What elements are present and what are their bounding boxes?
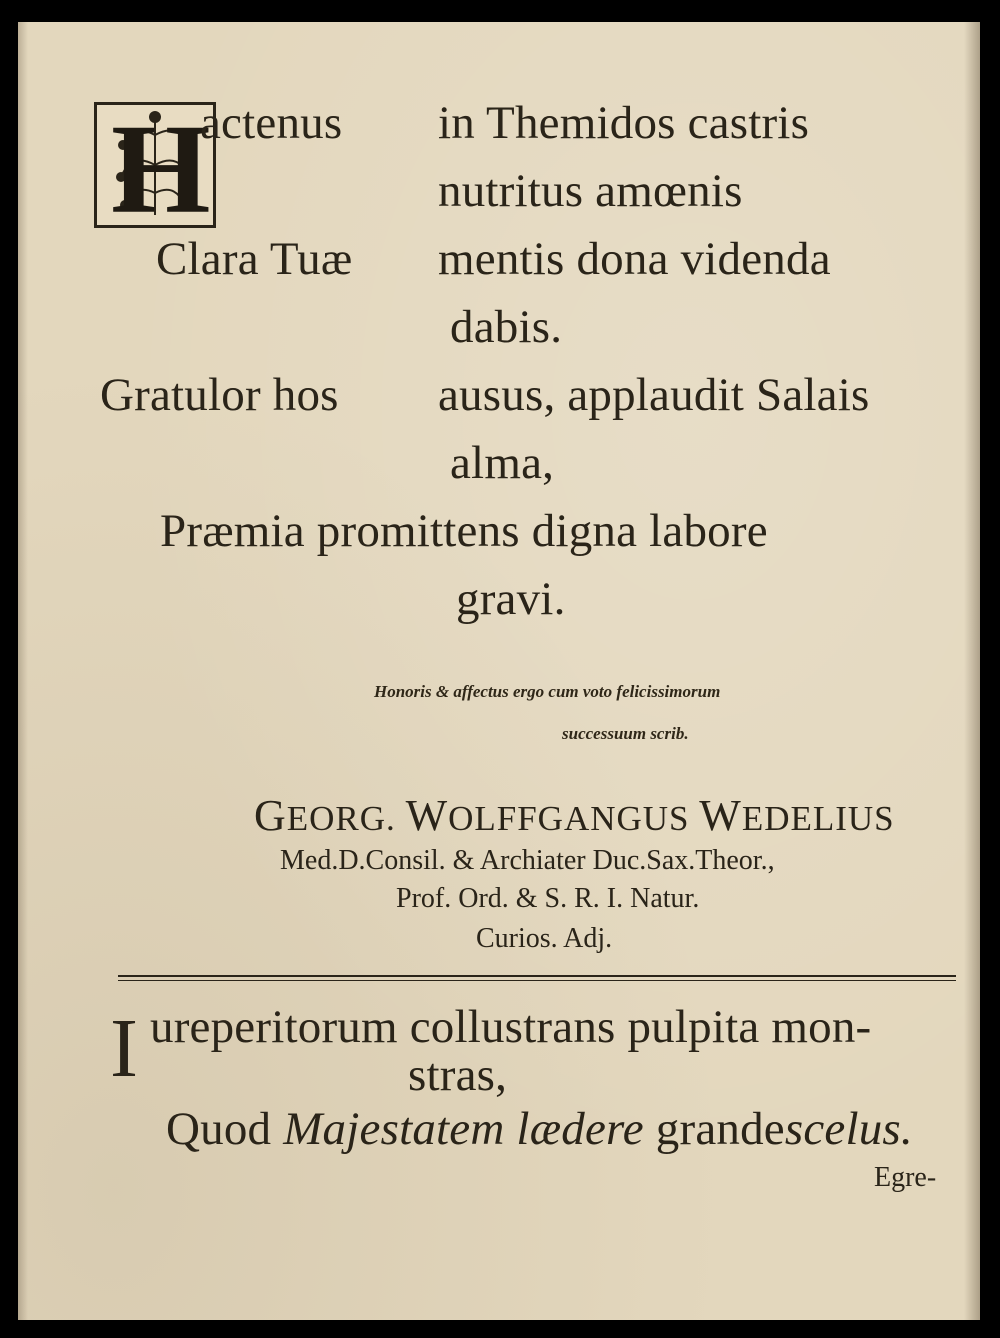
divider-rule-bottom bbox=[118, 980, 956, 981]
poem2-line3d: scelus. bbox=[784, 1103, 913, 1155]
divider-rule-top bbox=[118, 975, 956, 977]
poem1-line4: dabis. bbox=[450, 301, 563, 353]
author-name-g: G bbox=[254, 791, 287, 840]
dedication-line1: Honoris & affectus ergo cum voto felicissimorum bbox=[374, 682, 721, 701]
initial-letter-h: H bbox=[111, 98, 211, 240]
author-name-w2: W bbox=[699, 791, 742, 840]
poem1-line3b: mentis dona videnda bbox=[438, 233, 831, 285]
poem2-line3c: grande bbox=[655, 1103, 785, 1155]
author-name-olffgangus: OLFFGANGUS bbox=[448, 799, 690, 838]
poem2-line3b: Majestatem lædere bbox=[283, 1103, 644, 1155]
catchword: Egre- bbox=[874, 1162, 937, 1193]
poem1-line2: nutritus amœnis bbox=[438, 165, 743, 217]
decorated-initial bbox=[94, 98, 216, 240]
author-name-eorg: EORG. bbox=[286, 799, 396, 838]
poem1-line7: Præmia promittens digna labore bbox=[160, 505, 768, 557]
page-shadow-left bbox=[18, 22, 28, 1320]
poem1-line6: alma, bbox=[450, 437, 555, 489]
poem1-line1a: actenus bbox=[200, 97, 343, 149]
dedication-line2: successuum scrib. bbox=[562, 724, 689, 743]
poem1-line3a: Clara Tuæ bbox=[156, 233, 353, 285]
poem2-line3a: Quod bbox=[166, 1103, 272, 1155]
poem1-line1b: in Themidos castris bbox=[438, 97, 810, 149]
author-title3: Curios. Adj. bbox=[476, 923, 613, 954]
poem1-line5b: ausus, applaudit Salais bbox=[438, 369, 870, 421]
book-page bbox=[18, 22, 980, 1320]
page-shadow-right bbox=[964, 22, 980, 1320]
author-title1: Med.D.Consil. & Archiater Duc.Sax.Theor., bbox=[280, 845, 775, 876]
author-name bbox=[254, 790, 895, 841]
poem1-line8: gravi. bbox=[456, 573, 566, 625]
poem2-line1: ureperitorum collustrans pulpita mon- bbox=[150, 1001, 872, 1053]
initial-letter-i: I bbox=[110, 1002, 138, 1095]
poem2-line3 bbox=[166, 1103, 913, 1155]
poem2-line2: stras, bbox=[408, 1049, 508, 1101]
author-title2: Prof. Ord. & S. R. I. Natur. bbox=[396, 883, 700, 914]
poem1-line5a: Gratulor hos bbox=[100, 369, 339, 421]
author-name-w1: W bbox=[405, 791, 449, 840]
author-name-edelius: EDELIUS bbox=[741, 799, 895, 838]
